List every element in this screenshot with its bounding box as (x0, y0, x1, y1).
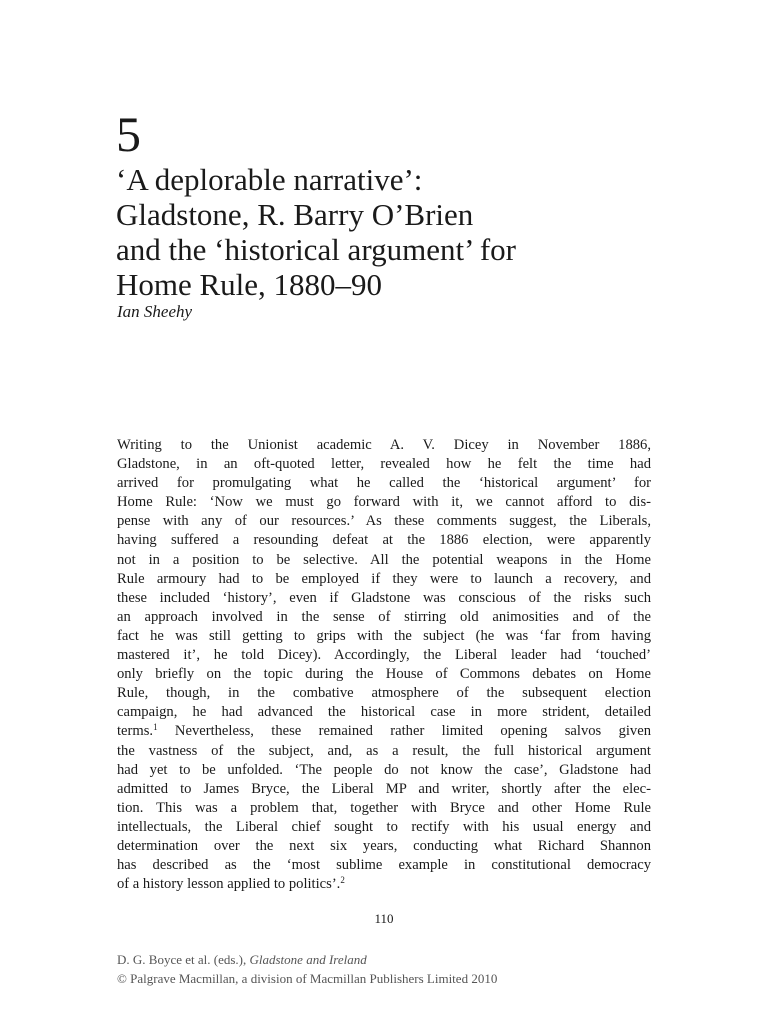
body-line: tion. This was a problem that, together with Bryce and other Home Rule (117, 799, 651, 816)
citation-book-title: Gladstone and Ireland (249, 952, 367, 967)
copyright-line: © Palgrave Macmillan, a division of Macmillan Publishers Limited 2010 (117, 971, 498, 986)
body-line: an approach involved in the sense of stirring old animosities and of the (117, 608, 651, 625)
body-line: mastered it’, he told Dicey). Accordingly, the Liberal leader had ‘touched’ (117, 647, 651, 664)
chapter-number: 5 (116, 106, 141, 162)
copyright-footer (117, 950, 497, 988)
chapter-author: Ian Sheehy (117, 302, 193, 321)
body-line: has described as the ‘most sublime example in constitutional democracy (117, 857, 651, 874)
page-number: 110 (374, 911, 394, 926)
body-line: Home Rule: ‘Now we must go forward with it, we cannot afford to dis- (117, 494, 651, 511)
body-line: not in a position to be selective. All the potential weapons in the Home (117, 551, 651, 568)
body-line: determination over the next six years, conducting what Richard Shannon (117, 837, 651, 854)
body-line: arrived for promulgating what he called the ‘historical argument’ for (117, 475, 651, 492)
body-line: the vastness of the subject, and, as a result, the full historical argument (117, 742, 651, 759)
body-line: Rule armoury had to be employed if they were to launch a recovery, and (117, 570, 651, 587)
body-line: only briefly on the topic during the House of Commons debates on Home (117, 666, 651, 683)
body-line: Writing to the Unionist academic A. V. Dicey in November 1886, (117, 437, 651, 453)
body-line: fact he was still getting to grips with the subject (he was ‘far from having (117, 627, 651, 644)
body-line-start: of a history lesson applied to politics’. (117, 876, 341, 893)
body-line: Gladstone, in an oft-quoted letter, revealed how he felt the time had (117, 456, 651, 473)
chapter-title-line: ‘A deplorable narrative’: (116, 162, 423, 197)
footnote-marker: 1 (153, 722, 158, 733)
chapter-title-line: Home Rule, 1880–90 (116, 267, 383, 302)
body-paragraph (117, 436, 651, 894)
chapter-title-line: Gladstone, R. Barry O’Brien (116, 197, 474, 232)
body-line: pense with any of our resources.’ As these comments suggest, the Liberals, (117, 513, 651, 530)
body-line: Rule, though, in the combative atmosphere of the subsequent election (117, 685, 651, 702)
body-line: admitted to James Bryce, the Liberal MP and writer, shortly after the elec- (117, 780, 651, 797)
footnote-marker: 2 (340, 875, 345, 886)
chapter-title (116, 162, 676, 302)
citation-editors: D. G. Boyce et al. (eds.), (117, 952, 250, 967)
chapter-title-line: and the ‘historical argument’ for (116, 232, 516, 267)
body-line-start: terms. (117, 723, 154, 740)
body-line: having suffered a resounding defeat at the 1886 election, were apparently (117, 532, 651, 549)
body-line (117, 722, 651, 741)
body-line: intellectuals, the Liberal chief sought to rectify with his usual energy and (117, 818, 651, 835)
body-line: these included ‘history’, even if Gladstone was conscious of the risks such (117, 589, 651, 606)
body-line (117, 875, 651, 894)
citation-line (117, 950, 497, 969)
body-line: had yet to be unfolded. ‘The people do not know the case’, Gladstone had (117, 761, 651, 778)
body-line: campaign, he had advanced the historical case in more strident, detailed (117, 704, 651, 721)
body-line-rest: Nevertheless, these remained rather limited opening salvos given (157, 723, 651, 740)
